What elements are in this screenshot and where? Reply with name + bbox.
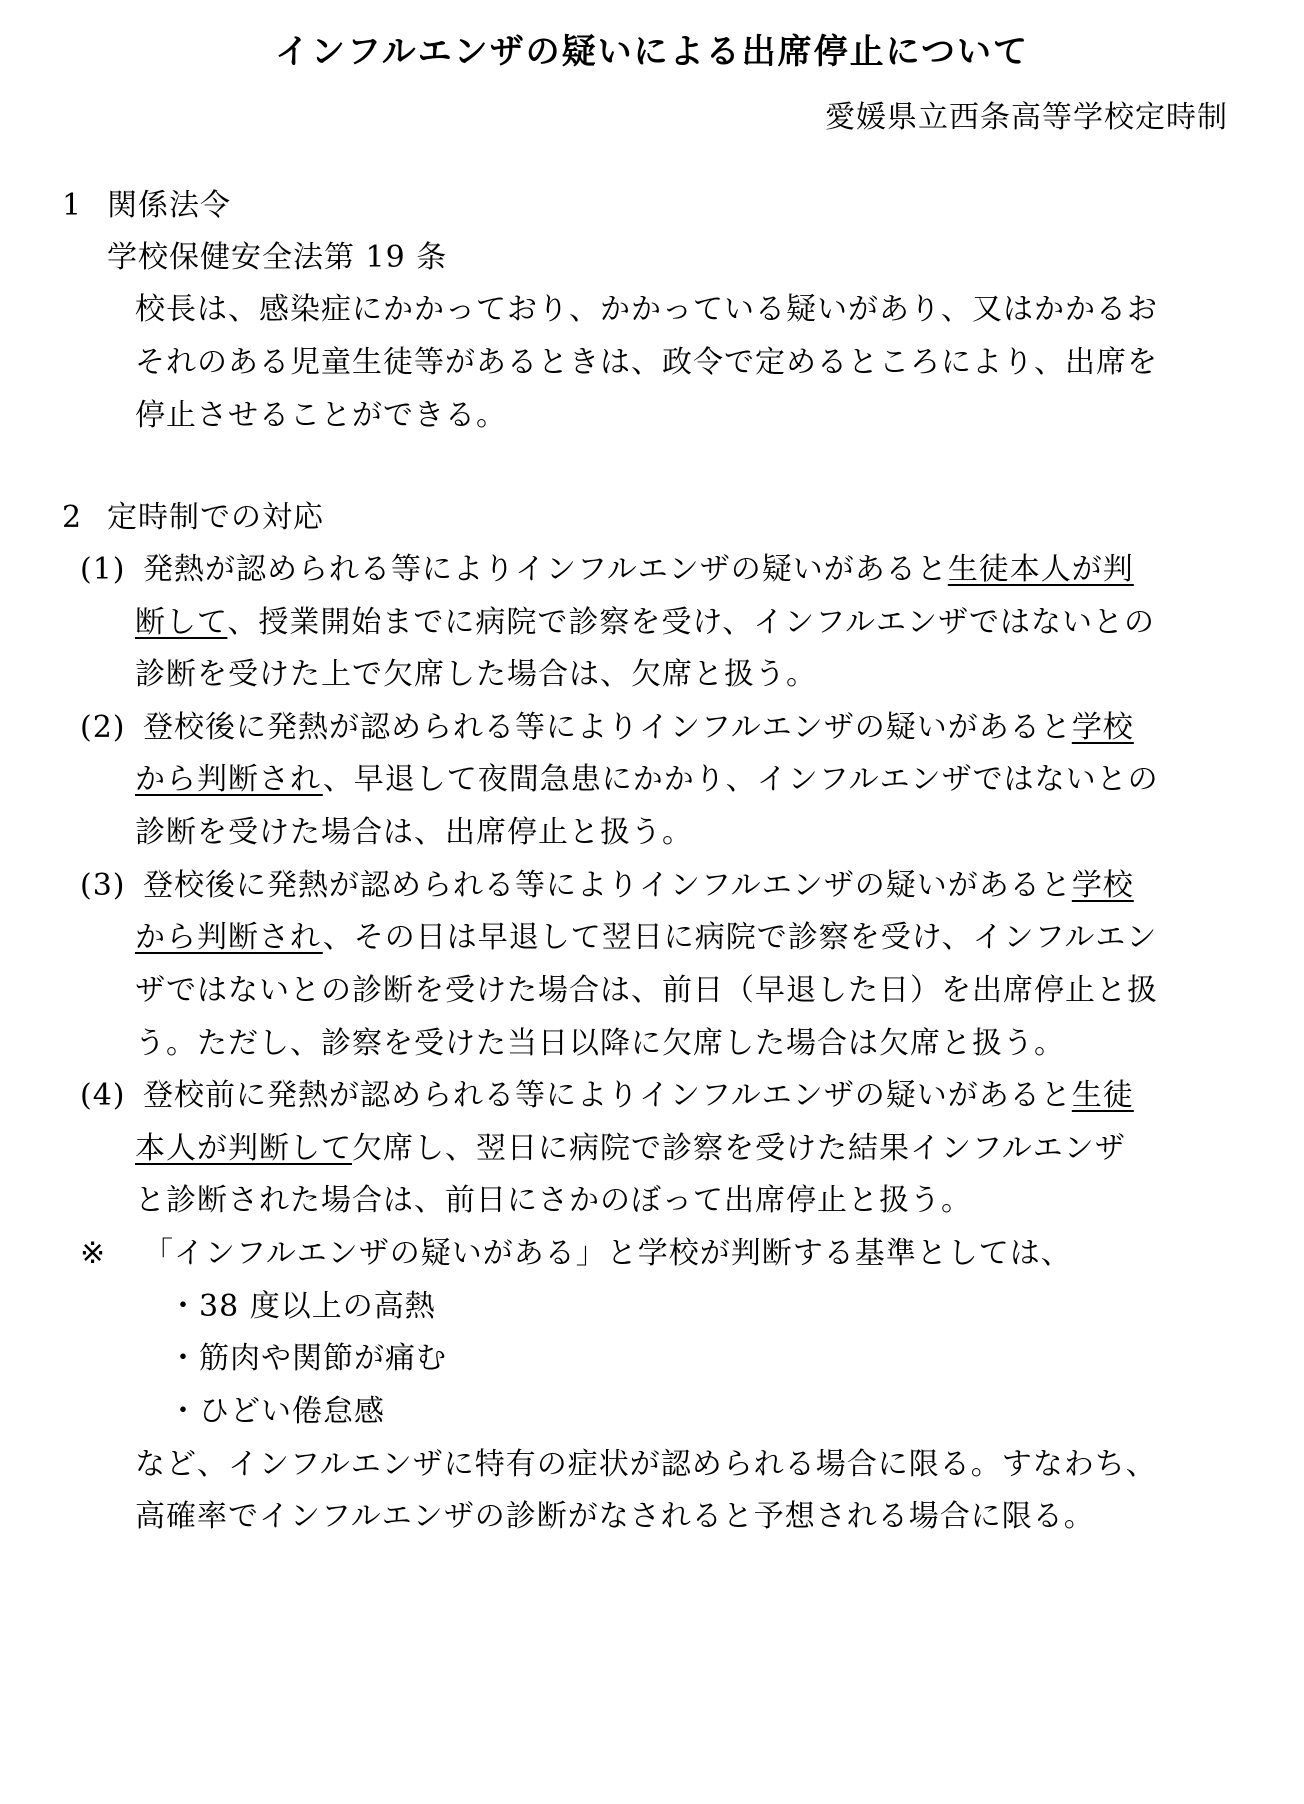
item-number: (1) — [80, 552, 126, 587]
criteria-bullet: ・筋肉や関節が痛む — [168, 1341, 447, 1376]
item-text-line: う。ただし、診察を受けた当日以降に欠席した場合は欠席と扱う。 — [135, 1026, 1065, 1061]
section-1-heading: 関係法令 — [107, 188, 231, 223]
item-text-line — [143, 710, 1134, 746]
item-text: 欠席し、翌日に病院で診察を受けた結果インフルエンザ — [352, 1131, 1126, 1166]
underlined-text: 生徒本人が判 — [947, 552, 1134, 587]
underlined-text: 学校 — [1071, 868, 1134, 903]
item-number: (2) — [80, 710, 126, 745]
item-text: 登校後に発熱が認められる等によりインフルエンザの疑いがあると — [143, 868, 1072, 903]
item-text-line: 診断を受けた場合は、出席停止と扱う。 — [135, 815, 693, 850]
underlined-text: 断して — [135, 605, 228, 640]
item-text-line — [143, 552, 1134, 588]
item-number: (3) — [80, 868, 126, 903]
law-title: 学校保健安全法第 19 条 — [107, 240, 448, 275]
law-text-line: 停止させることができる。 — [135, 398, 507, 433]
underlined-text: 生徒 — [1071, 1078, 1134, 1113]
section-2-heading: 定時制での対応 — [107, 500, 324, 535]
item-text-line — [135, 762, 1159, 798]
law-text-line: それのある児童生徒等があるときは、政令で定めるところにより、出席を — [135, 345, 1158, 380]
item-text-line — [143, 868, 1134, 904]
item-text: 、その日は早退して翌日に病院で診察を受け、インフルエン — [322, 920, 1158, 955]
item-text: 、授業開始までに病院で診察を受け、インフルエンザではないとの — [227, 605, 1156, 640]
item-text-line — [135, 1131, 1126, 1167]
item-text: 発熱が認められる等によりインフルエンザの疑いがあると — [143, 552, 948, 587]
item-number: (4) — [80, 1078, 126, 1113]
note-mark: ※ — [80, 1236, 107, 1271]
item-text: 登校後に発熱が認められる等によりインフルエンザの疑いがあると — [143, 710, 1072, 745]
law-text-line: 校長は、感染症にかかっており、かかっている疑いがあり、又はかかるお — [135, 292, 1158, 327]
school-name: 愛媛県立西条高等学校定時制 — [825, 100, 1228, 135]
item-text-line — [135, 605, 1155, 641]
item-text: 登校前に発熱が認められる等によりインフルエンザの疑いがあると — [143, 1078, 1072, 1113]
item-text-line — [135, 920, 1157, 956]
criteria-bullet: ・ひどい倦怠感 — [168, 1394, 385, 1429]
item-text-line: と診断された場合は、前日にさかのぼって出席停止と扱う。 — [135, 1183, 972, 1218]
underlined-text: 本人が判断して — [135, 1131, 352, 1166]
item-text-line: ザではないとの診断を受けた場合は、前日（早退した日）を出席停止と扱 — [135, 973, 1158, 1008]
item-text-line — [143, 1078, 1134, 1114]
criteria-bullet: ・38 度以上の高熱 — [168, 1289, 436, 1324]
note-closing-line: 高確率でインフルエンザの診断がなされると予想される場合に限る。 — [135, 1499, 1095, 1534]
note-text: 「インフルエンザの疑いがある」と学校が判断する基準としては、 — [143, 1236, 1072, 1271]
underlined-text: から判断され — [135, 762, 323, 797]
underlined-text: 学校 — [1071, 710, 1134, 745]
note-closing-line: など、インフルエンザに特有の症状が認められる場合に限る。すなわち、 — [135, 1447, 1157, 1482]
section-2-number: 2 — [62, 500, 83, 535]
document-title: インフルエンザの疑いによる出席停止について — [275, 32, 1029, 72]
section-1-number: 1 — [62, 188, 83, 223]
item-text: 、早退して夜間急患にかかり、インフルエンザではないとの — [322, 762, 1159, 797]
item-text-line: 診断を受けた上で欠席した場合は、欠席と扱う。 — [135, 657, 817, 692]
underlined-text: から判断され — [135, 920, 323, 955]
